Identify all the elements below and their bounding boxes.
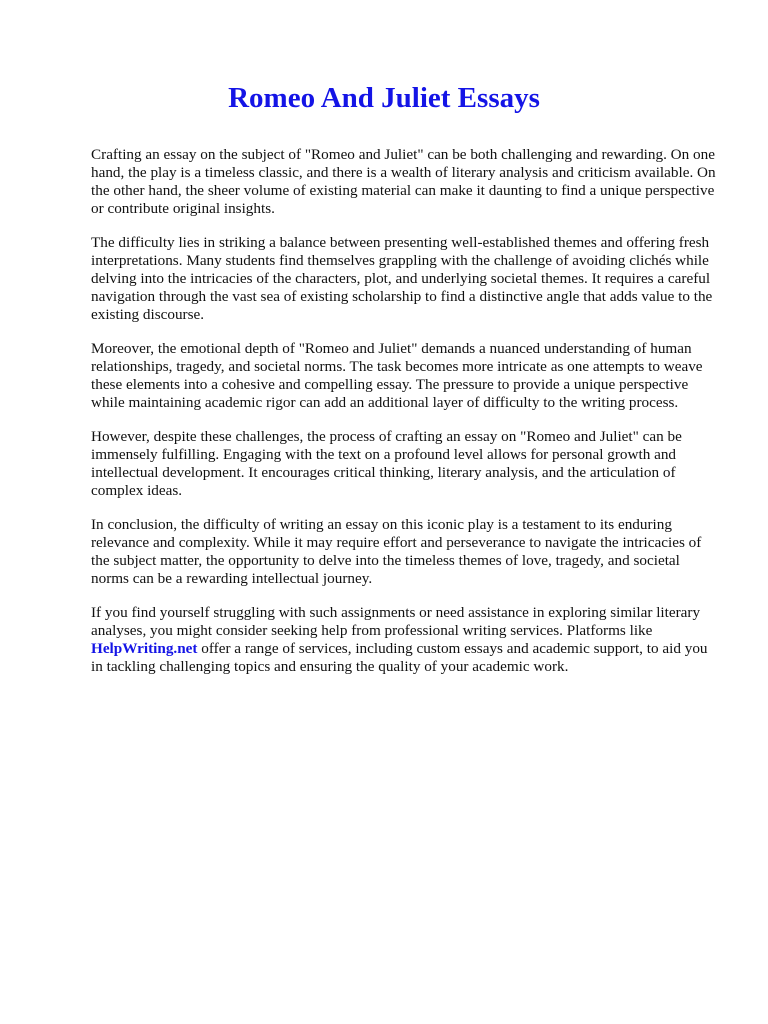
paragraph-6-tail: offer a range of services, including custom essays and academic support, to aid you in tackling challenging topics and ensuring the quality of your academic work. <box>91 640 708 675</box>
paragraph-6-lead: If you find yourself struggling with such assignments or need assistance in exploring similar literary analyses, you might consider seeking help from professional writing services. Platforms like <box>91 604 701 639</box>
paragraph-5: In conclusion, the difficulty of writing an essay on this iconic play is a testament to its enduring relevance and complexity. While it may require effort and perseverance to navigate the intricacies of the subject matter, the opportunity to delve into the timeless themes of love, tragedy, and societal norms can be a rewarding intellectual journey. <box>91 516 702 587</box>
paragraph-3: Moreover, the emotional depth of "Romeo and Juliet" demands a nuanced understanding of human relationships, tragedy, and societal norms. The task becomes more intricate as one attempts to weave these elements into a cohesive and compelling essay. The pressure to provide a unique perspective while maintaining academic rigor can add an additional layer of difficulty to the writing process. <box>91 340 703 411</box>
page-title: Romeo And Juliet Essays <box>228 82 540 114</box>
paragraph-1: Crafting an essay on the subject of "Romeo and Juliet" can be both challenging and rewarding. On one hand, the play is a timeless classic, and there is a wealth of literary analysis and criticism available. On the other hand, the sheer volume of existing material can make it daunting to find a unique perspective or contribute original insights. <box>91 146 716 217</box>
paragraph-4: However, despite these challenges, the process of crafting an essay on "Romeo and Juliet" can be immensely fulfilling. Engaging with the text on a profound level allows for personal growth and intellectual development. It encourages critical thinking, literary analysis, and the articulation of complex ideas. <box>91 428 682 499</box>
paragraph-2: The difficulty lies in striking a balance between presenting well-established themes and offering fresh interpretations. Many students find themselves grappling with the challenge of avoiding clichés while delving into the intricacies of the characters, plot, and underlying societal themes. It requires a careful navigation through the vast sea of existing scholarship to find a distinctive angle that adds value to the existing discourse. <box>91 234 713 323</box>
helpwriting-link[interactable]: HelpWriting.net <box>91 640 198 657</box>
paragraph-6 <box>91 604 719 676</box>
essay-body <box>91 146 719 692</box>
